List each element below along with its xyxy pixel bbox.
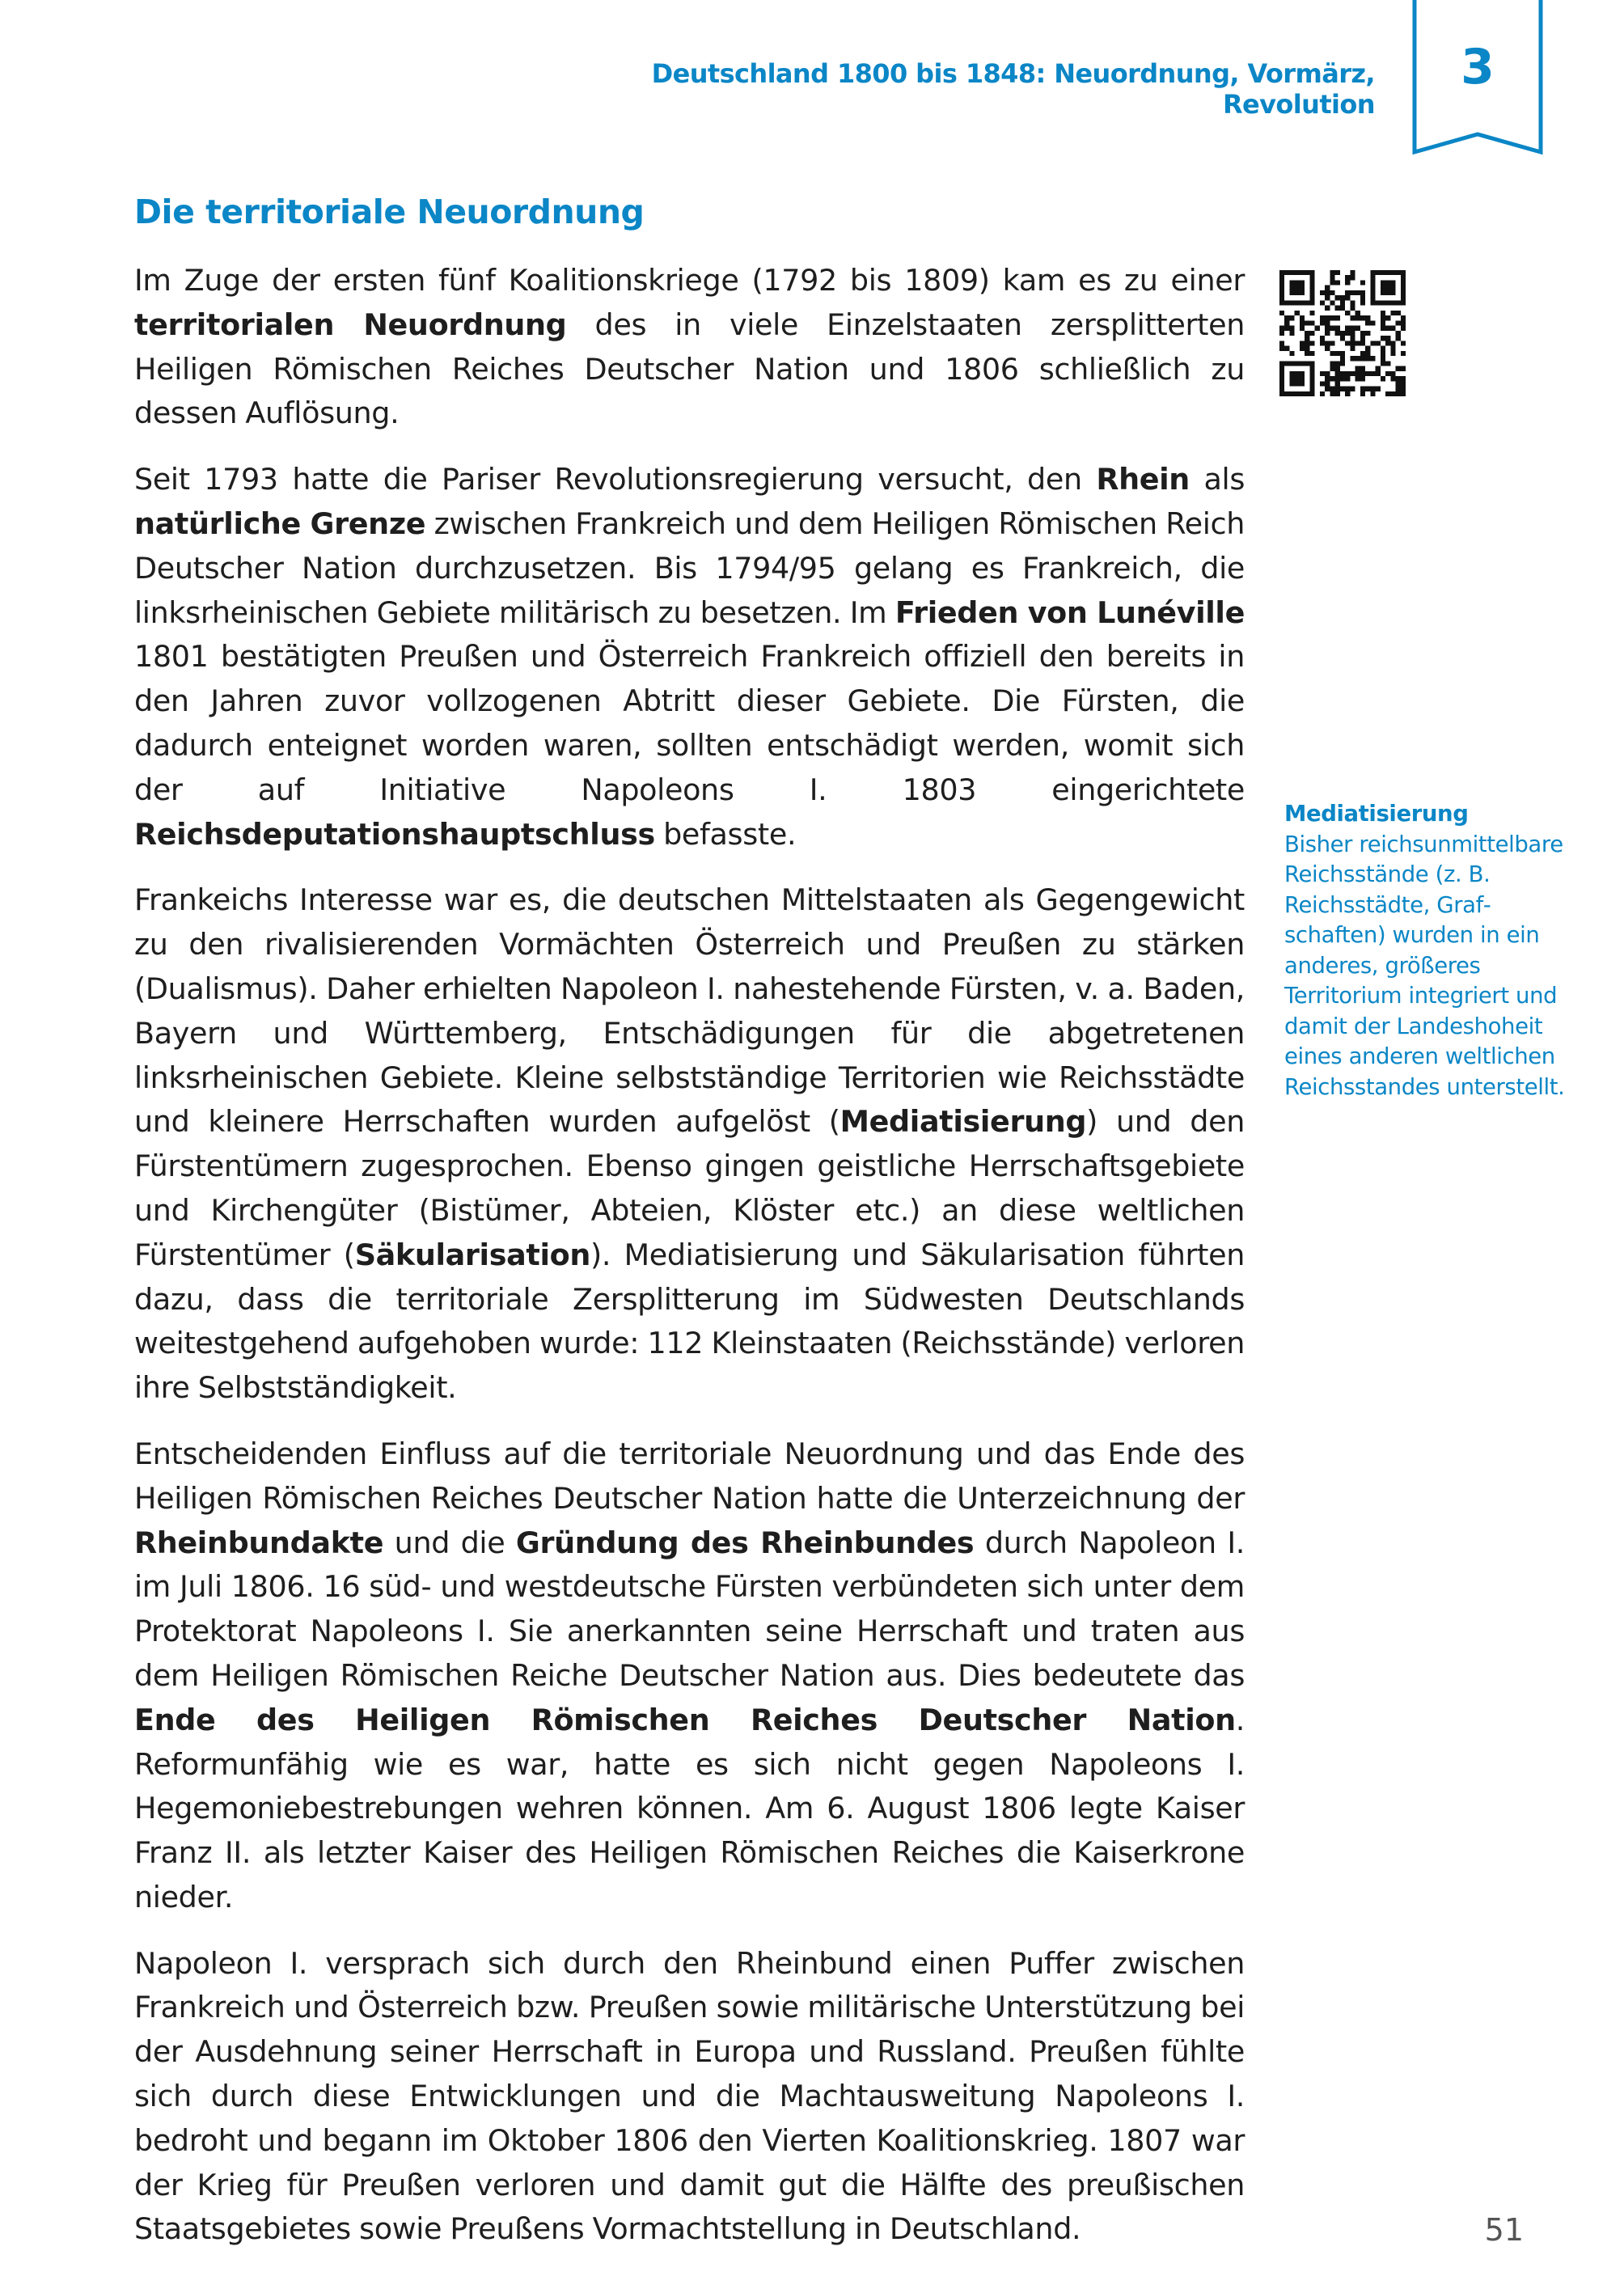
- running-header-title: Deutschland 1800 bis 1848: Neuordnung, Vormärz, Revolution: [651, 58, 1375, 120]
- body-paragraph: [134, 1942, 1245, 2253]
- bold-term: Reichsdeputationshauptschluss: [134, 816, 655, 852]
- bold-term: natürliche Grenze: [134, 506, 426, 541]
- text-run: Napoleon I. versprach sich durch den Rheinbund einen Puffer zwischen Frankreich und Österreich bzw. Preußen sowie militärische Unterstützung bei der Ausdehnung seiner Herrschaft in Europa und Russland. Preußen fühlte sich durch diese Entwicklungen und die Machtausweitung Napoleons I. bedroht und begann im Oktober 1806 den Vierten Koalitionskrieg. 1807 war der Krieg für Preußen verloren und damit gut die Hälfte des preußischen Staatsgebietes sowie Preußens Vormachtstellung in Deutschland.: [134, 1945, 1245, 2247]
- chapter-tab: [1412, 0, 1543, 155]
- qr-code-icon[interactable]: [1279, 270, 1406, 396]
- body-paragraph: [134, 259, 1245, 436]
- text-run: Frankeichs Interesse war es, die deutschen Mittelstaaten als Gegengewicht zu den rivalisierenden Vormächten Österreich und Preußen zu stärken (Dualismus). Daher erhielten Napoleon I. nahestehende Fürsten, v. a. Baden, Bayern und Württemberg, Entschädigungen für die abgetretenen linksrheinischen Gebiete. Kleine selbstständige Territorien wie Reichsstädte und kleinere Herrschaften wurden aufgelöst (: [134, 882, 1245, 1140]
- page-number: 51: [1484, 2212, 1524, 2248]
- margin-note-title: Mediatisierung: [1284, 801, 1469, 827]
- margin-note-text: Bisher reichsunmittelbare Reichsstände (z. B. Reichsstädte, Grafschaften) wurden in ein anderes, größeres Territorium integriert und damit der Landeshoheit eines anderen weltlichen Reichsstandes unterstellt.: [1284, 831, 1565, 1100]
- text-run: zwischen Frankreich und dem Heiligen Römischen Reich Deutscher Nation durchzusetzen. Bis 1794/95 gelang es Frankreich, die linksrheinischen Gebiete militärisch zu besetzen. Im: [134, 506, 1245, 630]
- text-run: ) und den Fürstentümern zugesprochen. Ebenso gingen geistliche Herrschaftsgebiete und Kirchengüter (Bistümer, Abteien, Klöster etc.) an diese weltlichen Fürstentümer (: [134, 1104, 1245, 1272]
- bold-term: Gründung des Rheinbundes: [515, 1525, 975, 1560]
- text-run: Entscheidenden Einfluss auf die territoriale Neuordnung und das Ende des Heiligen Römischen Reiches Deutscher Nation hatte die Unterzeichnung der: [134, 1436, 1245, 1516]
- text-run: als: [1189, 462, 1245, 497]
- chapter-number: 3: [1461, 39, 1495, 95]
- body-paragraph: [134, 458, 1245, 857]
- body-paragraph: [134, 1432, 1245, 1920]
- margin-note: [1284, 799, 1575, 1102]
- text-run: ). Mediatisierung und Säkularisation führten dazu, dass die territoriale Zersplitterung im Südwesten Deutschlands weitestgehend aufgehoben wurde: 112 Kleinstaaten (Reichsstände) verloren ihre Selbstständigkeit.: [134, 1237, 1245, 1406]
- text-run: durch Napoleon I. im Juli 1806. 16 süd- und westdeutsche Fürsten verbündeten sich unter dem Protektorat Napoleons I. Sie anerkannten seine Herrschaft und traten aus dem Heiligen Römischen Reiche Deutscher Nation aus. Dies bedeutete das: [134, 1525, 1245, 1693]
- bold-term: Rheinbundakte: [134, 1525, 384, 1560]
- text-run: des in viele Einzelstaaten zersplitterten Heiligen Römischen Reiches Deutscher Nation und 1806 schließlich zu dessen Auflösung.: [134, 307, 1245, 431]
- text-run: . Reformunfähig wie es war, hatte es sich nicht gegen Napoleons I. Hegemoniebestrebungen wehren können. Am 6. August 1806 legte Kaiser Franz II. als letzter Kaiser des Heiligen Römischen Reiches die Kaiserkrone nieder.: [134, 1702, 1245, 1914]
- bold-term: Rhein: [1096, 462, 1190, 497]
- bold-term: territorialen Neuordnung: [134, 307, 567, 342]
- bold-term: Frieden von Lunéville: [894, 594, 1245, 630]
- body-text: [134, 259, 1245, 2274]
- section-title: Die territoriale Neuordnung: [134, 192, 645, 231]
- text-run: 1801 bestätigten Preußen und Österreich Frankreich offiziell den bereits in den Jahren zuvor vollzogenen Abtritt dieser Gebiete. Die Fürsten, die dadurch enteignet worden waren, sollten entschädigt werden, womit sich der auf Initiative Napoleons I. 1803 eingerichtete: [134, 639, 1245, 807]
- body-paragraph: [134, 878, 1245, 1411]
- bold-term: Mediatisierung: [839, 1104, 1087, 1140]
- text-run: befasste.: [654, 816, 797, 852]
- bold-term: Säkularisation: [354, 1237, 590, 1272]
- text-run: und die: [383, 1525, 516, 1560]
- text-run: Im Zuge der ersten fünf Koalitionskriege (1792 bis 1809) kam es zu einer: [134, 263, 1245, 298]
- bold-term: Ende des Heiligen Römischen Reiches Deutscher Nation: [134, 1702, 1236, 1737]
- text-run: Seit 1793 hatte die Pariser Revolutionsregierung versucht, den: [134, 462, 1097, 497]
